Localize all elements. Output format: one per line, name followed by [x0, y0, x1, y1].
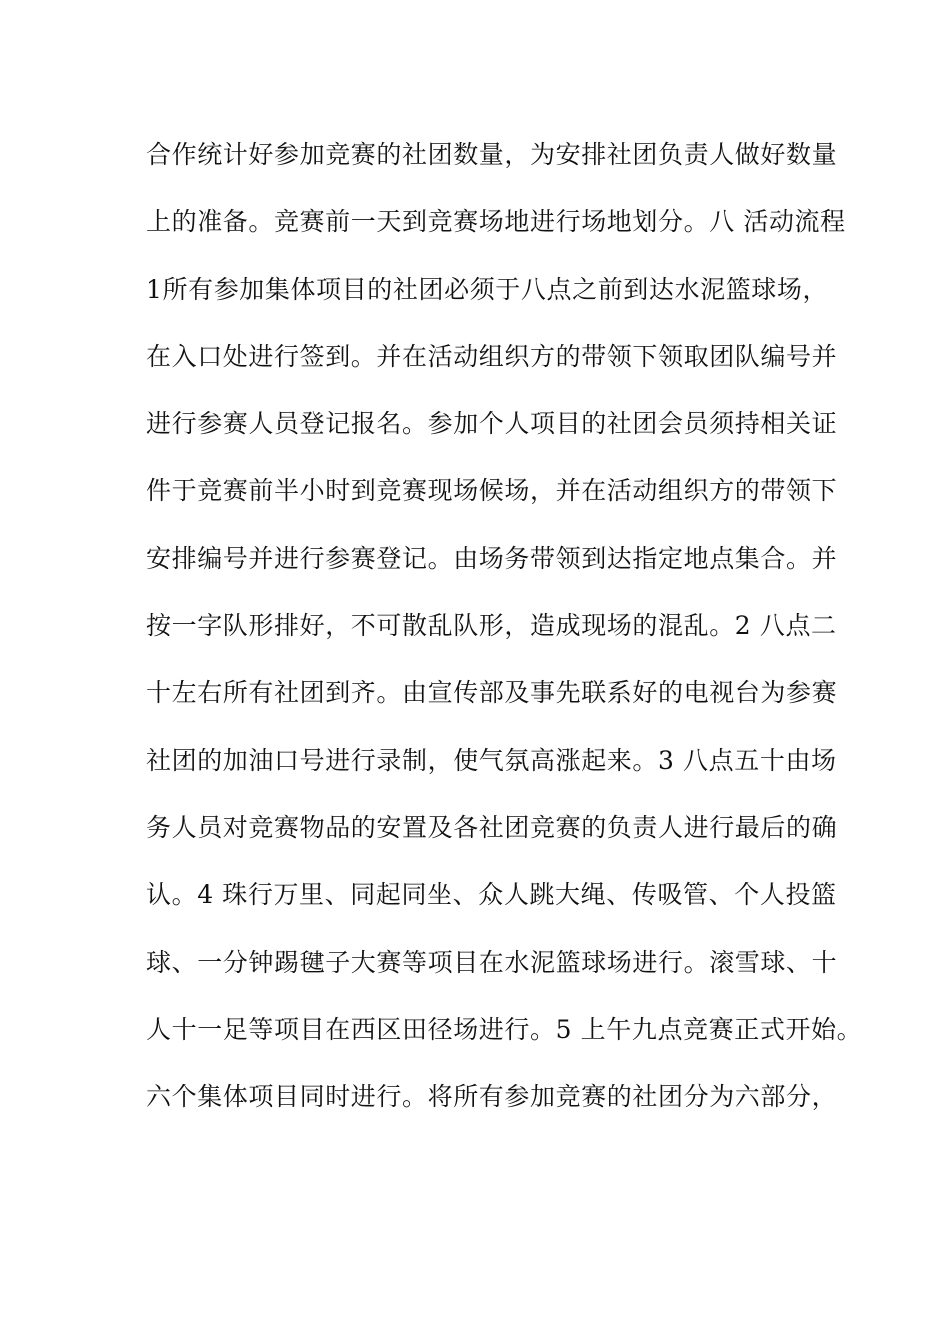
document-body [146, 130, 863, 1139]
text-line: 人十一足等项目在西区田径场进行。5 上午九点竞赛正式开始。 [146, 1014, 863, 1044]
text-line: 在入口处进行签到。并在活动组织方的带领下领取团队编号并 [146, 341, 838, 371]
text-line: 六个集体项目同时进行。将所有参加竞赛的社团分为六部分， [146, 1082, 838, 1112]
text-line: 十左右所有社团到齐。由宣传部及事先联系好的电视台为参赛 [146, 678, 838, 708]
text-line: 件于竞赛前半小时到竞赛现场候场，并在活动组织方的带领下 [146, 476, 838, 506]
text-line: 社团的加油口号进行录制，使气氛高涨起来。3 八点五十由场 [146, 745, 837, 775]
text-line: 安排编号并进行参赛登记。由场务带领到达指定地点集合。并 [146, 543, 838, 573]
text-line: 上的准备。竞赛前一天到竞赛场地进行场地划分。八 活动流程 [146, 207, 846, 237]
text-line: 球、一分钟踢毽子大赛等项目在水泥篮球场进行。滚雪球、十 [146, 947, 838, 977]
text-line: 1所有参加集体项目的社团必须于八点之前到达水泥篮球场， [146, 274, 829, 304]
text-line: 进行参赛人员登记报名。参加个人项目的社团会员须持相关证 [146, 409, 838, 439]
text-line: 合作统计好参加竞赛的社团数量，为安排社团负责人做好数量 [146, 140, 838, 169]
text-line: 务人员对竞赛物品的安置及各社团竞赛的负责人进行最后的确 [146, 812, 838, 842]
text-line: 按一字队形排好，不可散乱队形，造成现场的混乱。2 八点二 [146, 611, 837, 641]
text-line: 认。4 珠行万里、同起同坐、众人跳大绳、传吸管、个人投篮 [146, 880, 837, 910]
